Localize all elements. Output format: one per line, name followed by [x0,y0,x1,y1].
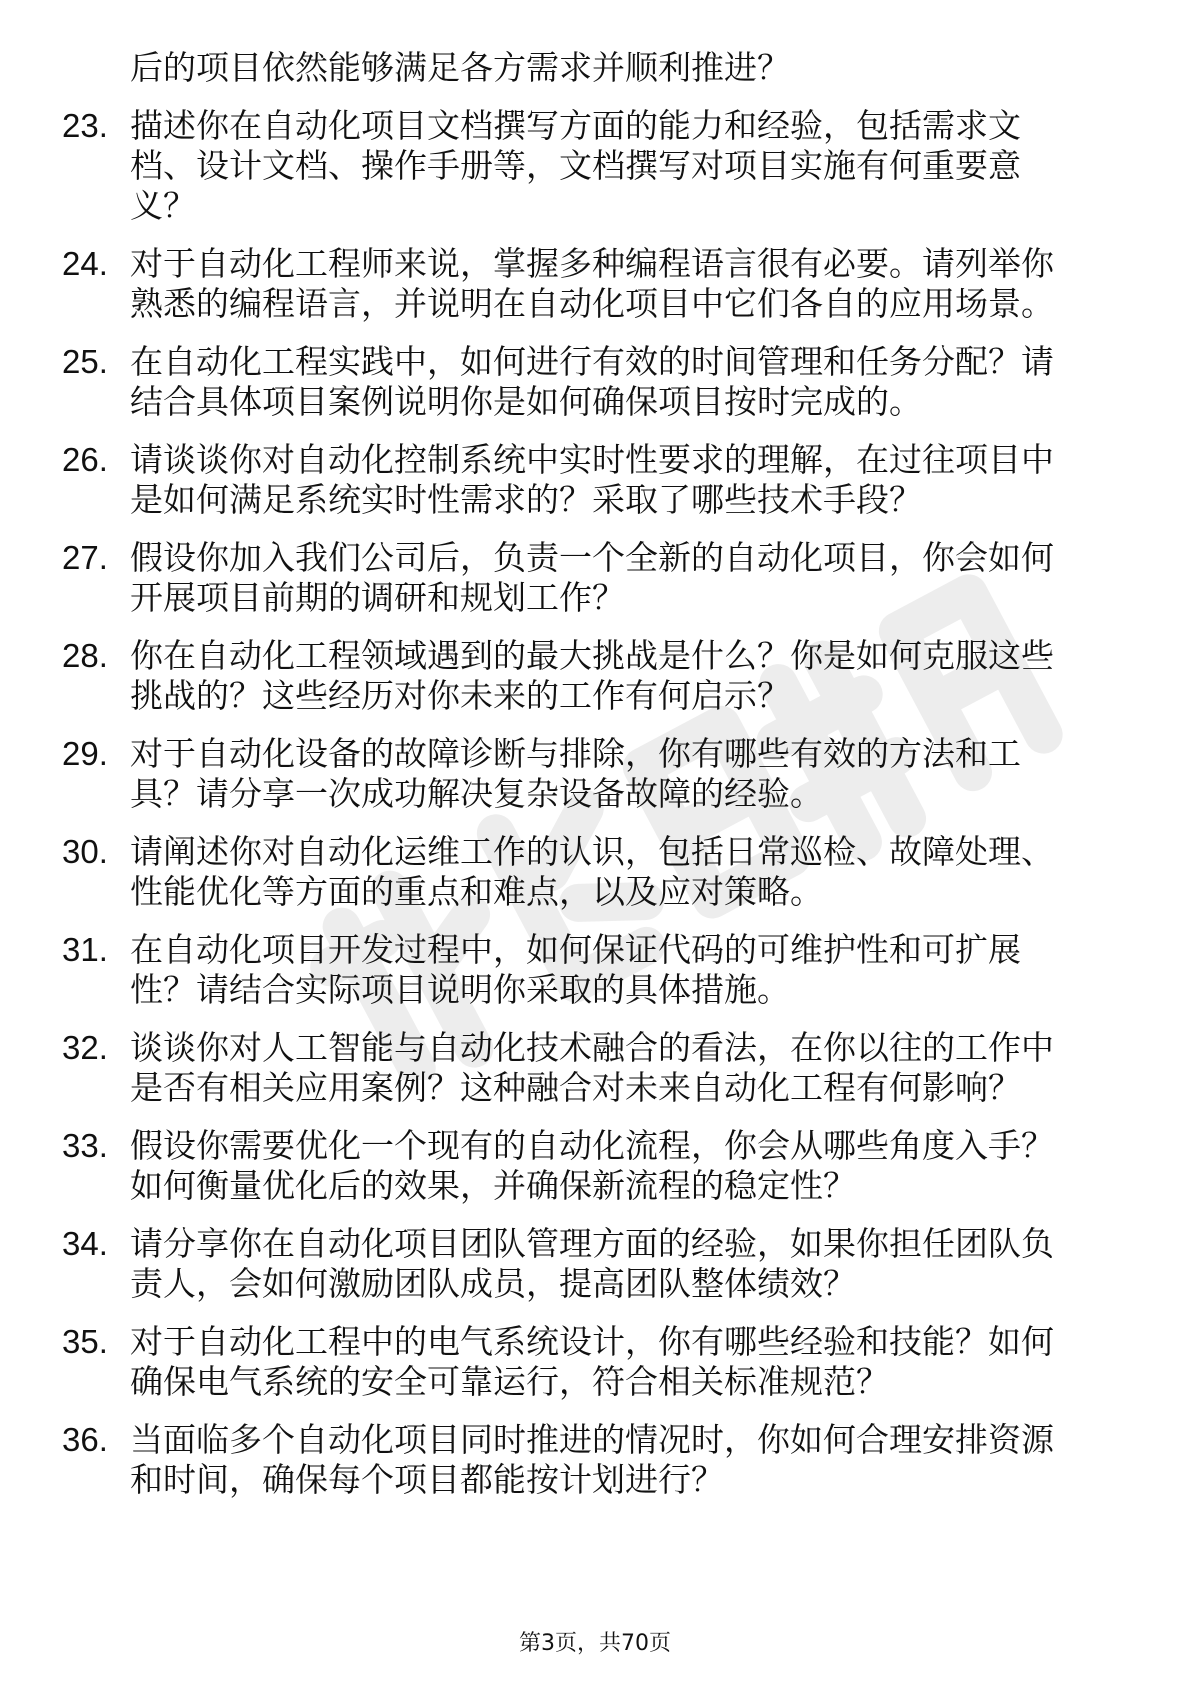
question-number: 28. [62,637,108,674]
question-number: 23. [62,107,108,144]
question-number: 24. [62,245,108,282]
question-text-line: 如何衡量优化后的效果，并确保新流程的稳定性？ [130,1166,856,1205]
continued-question-text: 后的项目依然能够满足各方需求并顺利推进？ [130,48,790,87]
question-number: 35. [62,1323,108,1360]
question-text-line: 义？ [130,186,196,225]
question-number: 27. [62,539,108,576]
question-text-line: 描述你在自动化项目文档撰写方面的能力和经验，包括需求文 [130,106,1021,145]
question-number: 29. [62,735,108,772]
question-text-line: 责人，会如何激励团队成员，提高团队整体绩效？ [130,1264,856,1303]
question-text-line: 请分享你在自动化项目团队管理方面的经验，如果你担任团队负 [130,1224,1054,1263]
question-text-line: 假设你加入我们公司后，负责一个全新的自动化项目，你会如何 [130,538,1054,577]
question-text-line: 请谈谈你对自动化控制系统中实时性要求的理解，在过往项目中 [130,440,1054,479]
question-text-line: 熟悉的编程语言，并说明在自动化项目中它们各自的应用场景。 [130,284,1054,323]
question-text-line: 谈谈你对人工智能与自动化技术融合的看法，在你以往的工作中 [130,1028,1054,1067]
question-number: 30. [62,833,108,870]
question-text-line: 性？请结合实际项目说明你采取的具体措施。 [130,970,790,1009]
question-item [62,342,1132,422]
question-text-line: 在自动化工程实践中，如何进行有效的时间管理和任务分配？请 [130,342,1054,381]
question-list [62,48,1132,1518]
question-number: 26. [62,441,108,478]
question-number: 32. [62,1029,108,1066]
question-item [62,832,1132,912]
question-item [62,244,1132,324]
question-text-line: 对于自动化工程师来说，掌握多种编程语言很有必要。请列举你 [130,244,1054,283]
question-item [62,1126,1132,1206]
question-text-line: 假设你需要优化一个现有的自动化流程，你会从哪些角度入手？ [130,1126,1054,1165]
question-item [62,106,1132,226]
question-item [62,1028,1132,1108]
question-item [62,734,1132,814]
question-number: 31. [62,931,108,968]
question-text-line: 对于自动化工程中的电气系统设计，你有哪些经验和技能？如何 [130,1322,1054,1361]
question-item [62,636,1132,716]
question-item [62,538,1132,618]
question-text-line: 具？请分享一次成功解决复杂设备故障的经验。 [130,774,823,813]
question-text-line: 确保电气系统的安全可靠运行，符合相关标准规范？ [130,1362,889,1401]
question-text-line: 请阐述你对自动化运维工作的认识，包括日常巡检、故障处理、 [130,832,1054,871]
question-text-line: 在自动化项目开发过程中，如何保证代码的可维护性和可扩展 [130,930,1021,969]
question-text-line: 对于自动化设备的故障诊断与排除，你有哪些有效的方法和工 [130,734,1021,773]
question-item [62,1224,1132,1304]
question-text-line: 是如何满足系统实时性需求的？采取了哪些技术手段？ [130,480,922,519]
question-number: 25. [62,343,108,380]
question-number: 33. [62,1127,108,1164]
question-item [62,1322,1132,1402]
question-text-line: 档、设计文档、操作手册等，文档撰写对项目实施有何重要意 [130,146,1021,185]
question-number: 34. [62,1225,108,1262]
question-number: 36. [62,1421,108,1458]
question-text-line: 和时间，确保每个项目都能按计划进行？ [130,1460,724,1499]
question-text-line: 当面临多个自动化项目同时推进的情况时，你如何合理安排资源 [130,1420,1054,1459]
question-text-line: 挑战的？这些经历对你未来的工作有何启示？ [130,676,790,715]
page-number-footer: 第3页，共70页 [519,1631,671,1656]
question-item [62,440,1132,520]
question-item [62,1420,1132,1500]
question-item [62,930,1132,1010]
question-text-line: 结合具体项目案例说明你是如何确保项目按时完成的。 [130,382,922,421]
question-text-line: 你在自动化工程领域遇到的最大挑战是什么？你是如何克服这些 [130,636,1054,675]
question-text-line: 是否有相关应用案例？这种融合对未来自动化工程有何影响？ [130,1068,1021,1107]
question-text-line: 性能优化等方面的重点和难点，以及应对策略。 [130,872,823,911]
question-text-line: 开展项目前期的调研和规划工作？ [130,578,625,617]
